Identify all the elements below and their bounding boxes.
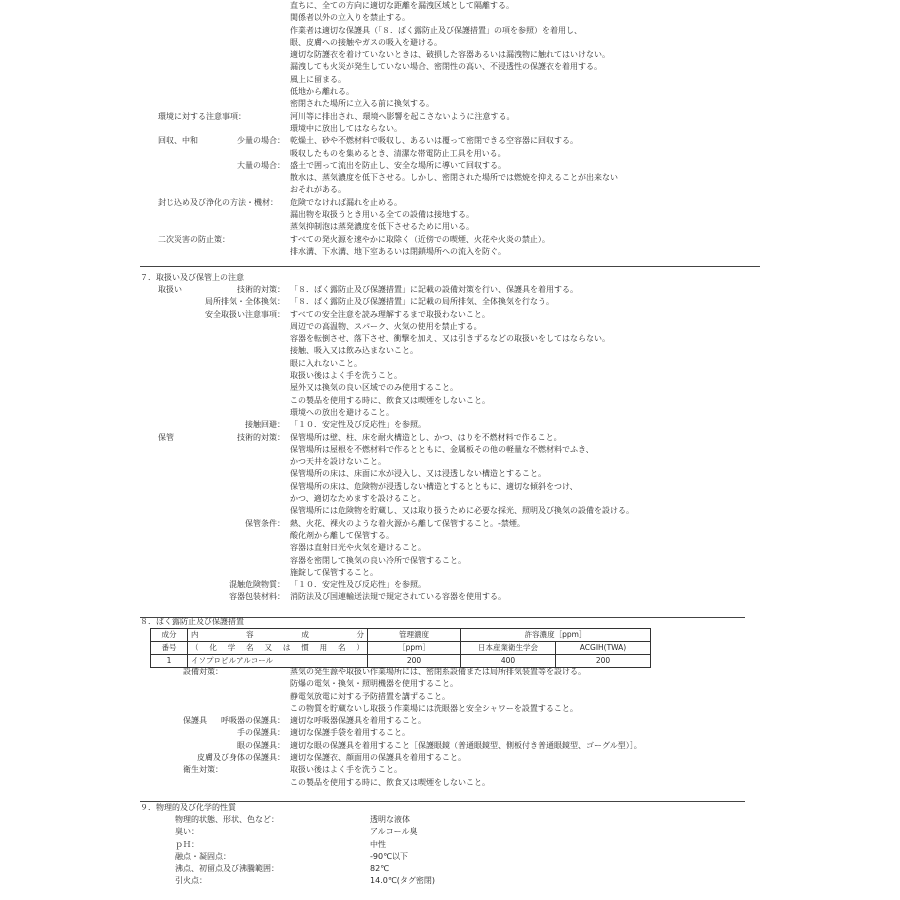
list-item	[0, 777, 900, 789]
item-sublabel: 混触危険物質：	[229, 580, 285, 590]
list-item	[0, 715, 900, 727]
item-text: 盛土で囲って流出を防止し、安全な場所に導いて回収する。	[290, 160, 506, 170]
header-acgih: ACGIH(TWA)	[556, 642, 651, 655]
header-name-char: 成	[301, 630, 309, 639]
item-sublabel: 局所排気・全体換気：	[205, 297, 285, 307]
item-label: 取扱い	[158, 285, 182, 294]
item-text: 接触、吸入又は飲み込まないこと。	[290, 346, 418, 356]
item-label: 保管	[158, 432, 174, 442]
item-text: 透明な液体	[370, 815, 410, 824]
list-item	[0, 135, 900, 147]
header-name-char: 容	[246, 630, 254, 639]
header-name-char: 学	[227, 643, 236, 652]
list-item	[0, 481, 900, 493]
section-7-handling-storage	[0, 284, 900, 604]
section-7-title: ７．取扱い及び保管上の注意	[140, 273, 244, 282]
list-item	[0, 567, 900, 579]
list-item	[0, 666, 900, 678]
header-name-char: 化	[209, 643, 217, 652]
cell-name: イソプロピルアルコール	[188, 655, 368, 668]
list-item	[0, 505, 900, 517]
item-text: 14.0℃(タグ密閉)	[370, 876, 436, 886]
list-item	[0, 814, 900, 826]
item-text: 作業者は適切な保護具（「８．ばく露防止及び保護措置」の項を参照）を着用し、	[290, 25, 582, 35]
item-text: 「８．ばく露防止及び保護措置」に記載の設備対策を行い、保護具を着用する。	[290, 285, 578, 294]
section-8-title: ８．ばく露防止及び保護措置	[140, 617, 244, 626]
item-sublabel: 皮膚及び身体の保護具：	[197, 753, 285, 763]
item-label: 引火点：	[175, 876, 207, 886]
list-item	[0, 493, 900, 505]
item-text: おそれがある。	[290, 185, 346, 195]
item-text: 低地から離れる。	[290, 87, 354, 97]
item-text: 乾燥土、砂や不燃材料で吸収し、あるいは覆って密閉できる空容器に回収する。	[290, 136, 578, 146]
list-item	[0, 851, 900, 863]
cell-acgih: 200	[556, 655, 651, 668]
list-item	[0, 172, 900, 184]
item-text: すべての発火源を速やかに取除く（近傍での喫煙、火花や火炎の禁止）。	[290, 234, 550, 244]
list-item	[0, 284, 900, 296]
header-name-2	[188, 642, 368, 655]
section-9-title: ９．物理的及び化学的性質	[140, 803, 236, 812]
item-text: 漏出物を取扱うとき用いる全ての設備は接地する。	[290, 210, 474, 220]
item-text: 吸収したものを集めるとき、清潔な帯電防止工具を用いる。	[290, 148, 506, 158]
list-item	[0, 246, 900, 258]
list-item	[0, 691, 900, 703]
item-text: 環境への放出を避けること。	[290, 407, 394, 417]
item-text: 漏洩しても火災が発生していない場合、密閉性の高い、不浸透性の保護衣を着用する。	[290, 62, 602, 72]
list-item	[0, 321, 900, 333]
list-item	[0, 826, 900, 838]
item-text: この物質を貯蔵ないし取扱う作業場には洗眼器と安全シャワーを設置すること。	[290, 703, 578, 713]
item-sublabel: 少量の場合：	[237, 136, 285, 146]
list-item	[0, 209, 900, 221]
item-text: 容器を密閉して換気の良い冷所で保管すること。	[290, 555, 466, 565]
item-sublabel: 大量の場合：	[237, 160, 285, 170]
item-text: 防爆の電気・換気・照明機器を使用すること。	[290, 679, 458, 689]
list-item	[0, 123, 900, 135]
list-item	[0, 863, 900, 875]
item-sublabel: 技術的対策：	[237, 432, 285, 442]
item-text: 眼に入れないこと。	[290, 358, 362, 368]
list-item	[0, 37, 900, 49]
item-text: 保管場所は壁、柱、床を耐火構造とし、かつ、はりを不燃材料で作ること。	[290, 432, 562, 442]
item-text: 適切な眼の保護具を着用すること［保護眼鏡（普通眼鏡型、側板付き普通眼鏡型、ゴーグル型）］。	[290, 740, 642, 750]
item-text: 熱、火花、裸火のような着火源から離して保管すること。-禁煙。	[290, 518, 525, 528]
list-item	[0, 382, 900, 394]
list-item	[0, 61, 900, 73]
item-text: 保管場所には危険物を貯蔵し、又は取り扱うために必要な採光、照明及び換気の設備を設ける。	[290, 506, 634, 516]
header-name-char: 慣	[301, 643, 309, 652]
list-item	[0, 333, 900, 345]
item-text: 消防法及び国連輸送法規で規定されている容器を使用する。	[290, 592, 506, 602]
item-text: 酸化剤から離して保管する。	[290, 530, 394, 540]
item-label: 臭い：	[175, 827, 199, 837]
list-item	[0, 98, 900, 110]
list-item	[0, 875, 900, 887]
item-text: 屋外又は換気の良い区域でのみ使用すること。	[290, 383, 458, 393]
list-item	[0, 296, 900, 308]
item-text: 適切な保護手袋を着用すること。	[290, 728, 410, 738]
item-text: アルコール臭	[370, 827, 418, 837]
header-name-char: は	[282, 643, 291, 652]
item-text: 蒸気抑制泡は蒸発濃度を低下させるために用いる。	[290, 222, 474, 232]
header-control-2: ［ppm］	[368, 642, 461, 655]
item-label: 沸点、初留点及び沸騰範囲：	[175, 864, 279, 874]
item-text: 82℃	[370, 864, 390, 874]
list-item	[0, 86, 900, 98]
list-item	[0, 579, 900, 591]
section-9-properties	[0, 814, 900, 888]
list-item	[0, 221, 900, 233]
item-text: 周辺での高温物、スパーク、火気の使用を禁止する。	[290, 321, 482, 331]
item-text: 「８．ばく露防止及び保護措置」に記載の局所排気、全体換気を行なう。	[290, 297, 554, 307]
header-name-char: 又	[264, 643, 272, 652]
section-7-divider	[140, 266, 760, 267]
list-item	[0, 160, 900, 172]
item-text: 保管場所の床は、危険物が浸透しない構造とするとともに、適切な傾斜をつけ、	[290, 481, 578, 491]
list-item	[0, 419, 900, 431]
list-item	[0, 25, 900, 37]
item-text: 保管場所の床は、床面に水が浸入し、又は浸透しない構造とすること。	[290, 469, 546, 479]
list-item	[0, 234, 900, 246]
item-text: 関係者以外の立入りを禁止する。	[290, 13, 410, 23]
item-text: 容器を転倒させ、落下させ、衝撃を加え、又は引きずるなどの取扱いをしてはならない。	[290, 334, 610, 344]
list-item	[0, 839, 900, 851]
list-item	[0, 727, 900, 739]
item-text: この製品を使用する時に、飲食又は喫煙をしないこと。	[290, 395, 490, 405]
item-text: かつ天井を設けないこと。	[290, 457, 386, 467]
item-sublabel: 眼の保護具：	[237, 740, 285, 750]
item-text: すべての安全注意を読み理解するまで取扱わないこと。	[290, 309, 490, 319]
item-label: 封じ込め及び浄化の方法・機材：	[158, 197, 278, 207]
header-name-char: （	[191, 643, 199, 652]
list-item	[0, 432, 900, 444]
item-label: 環境に対する注意事項：	[158, 111, 246, 121]
header-component-no-1: 成分	[151, 629, 188, 642]
item-text: 適切な呼吸器保護具を着用すること。	[290, 716, 426, 726]
item-sublabel: 容器包装材料：	[229, 592, 285, 602]
item-text: 中性	[370, 839, 386, 849]
list-item	[0, 591, 900, 603]
list-item	[0, 358, 900, 370]
section-6-accidental-release	[0, 0, 900, 258]
list-item	[0, 184, 900, 196]
list-item	[0, 111, 900, 123]
list-item	[0, 407, 900, 419]
list-item	[0, 530, 900, 542]
item-text: 適切な保護衣、顔面用の保護具を着用すること。	[290, 753, 466, 763]
item-label: 物理的状態、形状、色など：	[175, 815, 279, 824]
item-text: 環境中に放出してはならない。	[290, 123, 402, 133]
item-text: 「１０．安定性及び反応性」を参照。	[290, 580, 426, 590]
header-allowable: 許容濃度［ppm］	[461, 629, 651, 642]
list-item	[0, 752, 900, 764]
item-sublabel: 手の保護具：	[237, 728, 285, 738]
item-text: 直ちに、全ての方向に適切な距離を漏洩区域として隔離する。	[290, 1, 514, 10]
item-text: 静電気放電に対する予防措置を講ずること。	[290, 691, 450, 701]
list-item	[0, 703, 900, 715]
item-text: 河川等に排出され、環境へ影響を起こさないように注意する。	[290, 111, 515, 121]
cell-no: 1	[151, 655, 188, 668]
item-label: 二次災害の防止策：	[158, 234, 230, 244]
header-name-1	[188, 629, 368, 642]
item-text: 密閉された場所に立入る前に換気する。	[290, 99, 434, 109]
list-item	[0, 309, 900, 321]
list-item	[0, 468, 900, 480]
list-item	[0, 740, 900, 752]
list-item	[0, 49, 900, 61]
item-text: 取扱い後はよく手を洗うこと。	[290, 371, 402, 381]
item-label: ｐＨ：	[175, 839, 199, 849]
item-text: -90℃以下	[370, 851, 409, 861]
item-label: 融点・凝固点：	[175, 851, 231, 861]
item-text: 取扱い後はよく手を洗うこと。	[290, 765, 402, 775]
list-item	[0, 395, 900, 407]
header-jsoh: 日本産業衛生学会	[461, 642, 556, 655]
header-control-1: 管理濃度	[368, 629, 461, 642]
header-name-char: 名	[246, 643, 254, 652]
header-component-no-2: 番号	[151, 642, 188, 655]
item-sublabel: 安全取扱い注意事項：	[205, 309, 285, 319]
header-name-char: 名	[338, 643, 346, 652]
item-label: 保護具	[183, 716, 207, 726]
list-item	[0, 12, 900, 24]
cell-jsoh: 400	[461, 655, 556, 668]
item-text: 容器は直射日光や火気を避けること。	[290, 543, 426, 553]
header-name-char: 内	[191, 630, 199, 639]
item-text: 保管場所は屋根を不燃材料で作るとともに、金属板その他の軽量な不燃材料でふき、	[290, 444, 594, 454]
header-name-char: 用	[319, 643, 328, 652]
list-item	[0, 444, 900, 456]
list-item	[0, 678, 900, 690]
list-item	[0, 197, 900, 209]
item-label: 回収、中和	[158, 136, 198, 146]
section-8-exposure-controls	[0, 666, 900, 789]
item-sublabel: 接触回避：	[245, 420, 285, 430]
list-item	[0, 370, 900, 382]
header-name-char: 分	[356, 630, 364, 639]
list-item	[0, 555, 900, 567]
item-text: 「１０．安定性及び反応性」を参照。	[290, 420, 426, 430]
item-text: 施錠して保管すること。	[290, 567, 378, 577]
list-item	[0, 764, 900, 776]
item-text: 適切な防護衣を着けていないときは、破損した容器あるいは漏洩物に触れてはいけない。	[290, 50, 610, 60]
item-text: 散水は、蒸気濃度を低下させる。しかし、密閉された場所では燃焼を抑えることが出来ない	[290, 173, 618, 183]
item-text: 蒸気の発生源や取扱い作業場所には、密閉系設備または局所排気装置等を設ける。	[290, 667, 586, 676]
item-sublabel: 保管条件：	[245, 518, 285, 528]
item-sublabel: 呼吸器の保護具：	[221, 716, 285, 726]
list-item	[0, 542, 900, 554]
cell-control: 200	[368, 655, 461, 668]
header-name-char: ）	[356, 643, 364, 652]
item-sublabel: 技術的対策：	[237, 285, 285, 294]
item-text: 風上に留まる。	[290, 74, 346, 84]
list-item	[0, 456, 900, 468]
exposure-limits-table	[150, 628, 651, 668]
item-text: かつ、適切なためますを設けること。	[290, 494, 426, 504]
list-item	[0, 74, 900, 86]
item-text: この製品を使用する時に、飲食又は喫煙をしないこと。	[290, 777, 490, 787]
list-item	[0, 518, 900, 530]
list-item	[0, 0, 900, 12]
list-item	[0, 148, 900, 160]
list-item	[0, 345, 900, 357]
item-text: 危険でなければ漏れを止める。	[290, 197, 402, 207]
item-label: 衛生対策：	[183, 765, 223, 775]
item-text: 眼、皮膚への接触やガスの吸入を避ける。	[290, 37, 442, 47]
item-text: 排水溝、下水溝、地下室あるいは閉鎖場所への流入を防ぐ。	[290, 246, 506, 256]
item-label: 設備対策：	[183, 667, 223, 676]
